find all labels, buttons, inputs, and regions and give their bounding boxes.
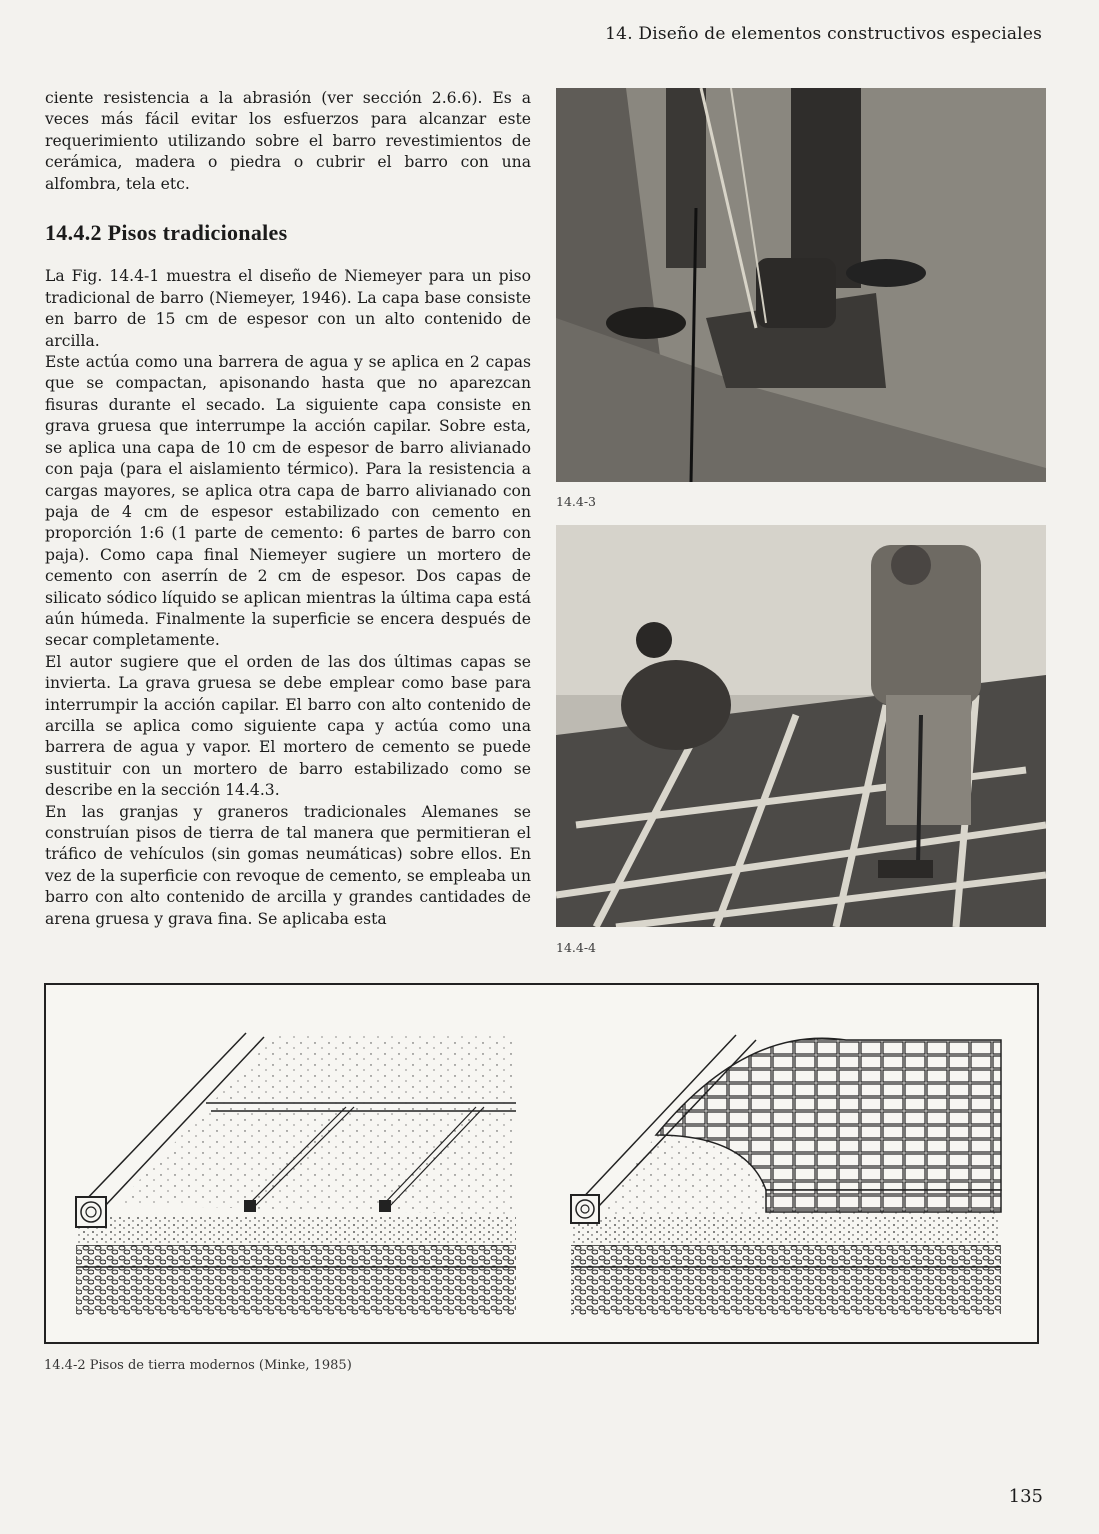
photo-grid-floor: [556, 525, 1046, 927]
photo-compactor: [556, 88, 1046, 482]
left-column: [45, 88, 531, 930]
body-paragraph: La Fig. 14.4-1 muestra el diseño de Niemeyer para un piso tradicional de barro (Niemeyer, 1946). La capa base consiste en barro de 15 cm de espesor con un alto contenido de arcilla.: [45, 267, 531, 350]
body-paragraph: Este actúa como una barrera de agua y se aplica en 2 capas que se compactan, apisonando hasta que no aparezcan fisuras durante el secado. La siguiente capa consiste en grava gruesa que interrumpe la acción capilar. Sobre esta, se aplica una capa de 10 cm de espesor de barro alivianado con paja (para el aislamiento térmico). Para la resistencia a cargas mayores, se aplica otra capa de barro alivianado con paja de 4 cm de espesor estabilizado con cemento en proporción 1:6 (1 parte de cemento: 6 partes de barro con paja). Como capa final Niemeyer sugiere un mortero de cemento con aserrín de 2 cm de espesor. Dos capas de silicato sódico líquido se aplican mientras la última capa está aún húmeda. Finalmente la superficie se encera después de secar completamente.: [45, 353, 531, 650]
intro-paragraph: ciente resistencia a la abrasión (ver sección 2.6.6). Es a veces más fácil evitar los esfuerzos para alcanzar este requerimiento utilizando sobre el barro revestimientos de cerámica, madera o piedra o cubrir el barro con una alfombra, tela etc.: [45, 89, 531, 193]
figure-floor-drawings: [44, 983, 1039, 1344]
running-header: 14. Diseño de elementos constructivos especiales: [605, 24, 1042, 44]
photo-label: 14.4-3: [556, 494, 597, 509]
photo-label: 14.4-4: [556, 940, 597, 955]
left-drawing: [46, 985, 516, 1342]
right-drawing: [571, 1035, 1001, 1315]
body-paragraph: El autor sugiere que el orden de las dos últimas capas se invierta. La grava gruesa se debe emplear como base para interrumpir la acción capilar. El barro con alto contenido de arcilla se aplica como siguiente capa y actúa como una barrera de agua y vapor. El mortero de cemento se puede sustituir con un mortero de barro estabilizado como se describe en la sección 14.4.3.: [45, 652, 531, 800]
figure-caption: 14.4-2 Pisos de tierra modernos (Minke, 1985): [44, 1358, 352, 1373]
floor-drawings-svg: [46, 985, 1037, 1342]
page-number: 135: [1008, 1486, 1043, 1507]
section-heading: 14.4.2 Pisos tradicionales: [45, 220, 288, 246]
body-paragraph: En las granjas y graneros tradicionales Alemanes se construían pisos de tierra de tal manera que permitieran el tráfico de vehículos (sin gomas neumáticas) sobre ellos. En vez de la superficie con revoque de cemento, se empleaba un barro con alto contenido de arcilla y grandes cantidades de arena gruesa y grava fina. Se aplicaba esta: [45, 802, 531, 928]
